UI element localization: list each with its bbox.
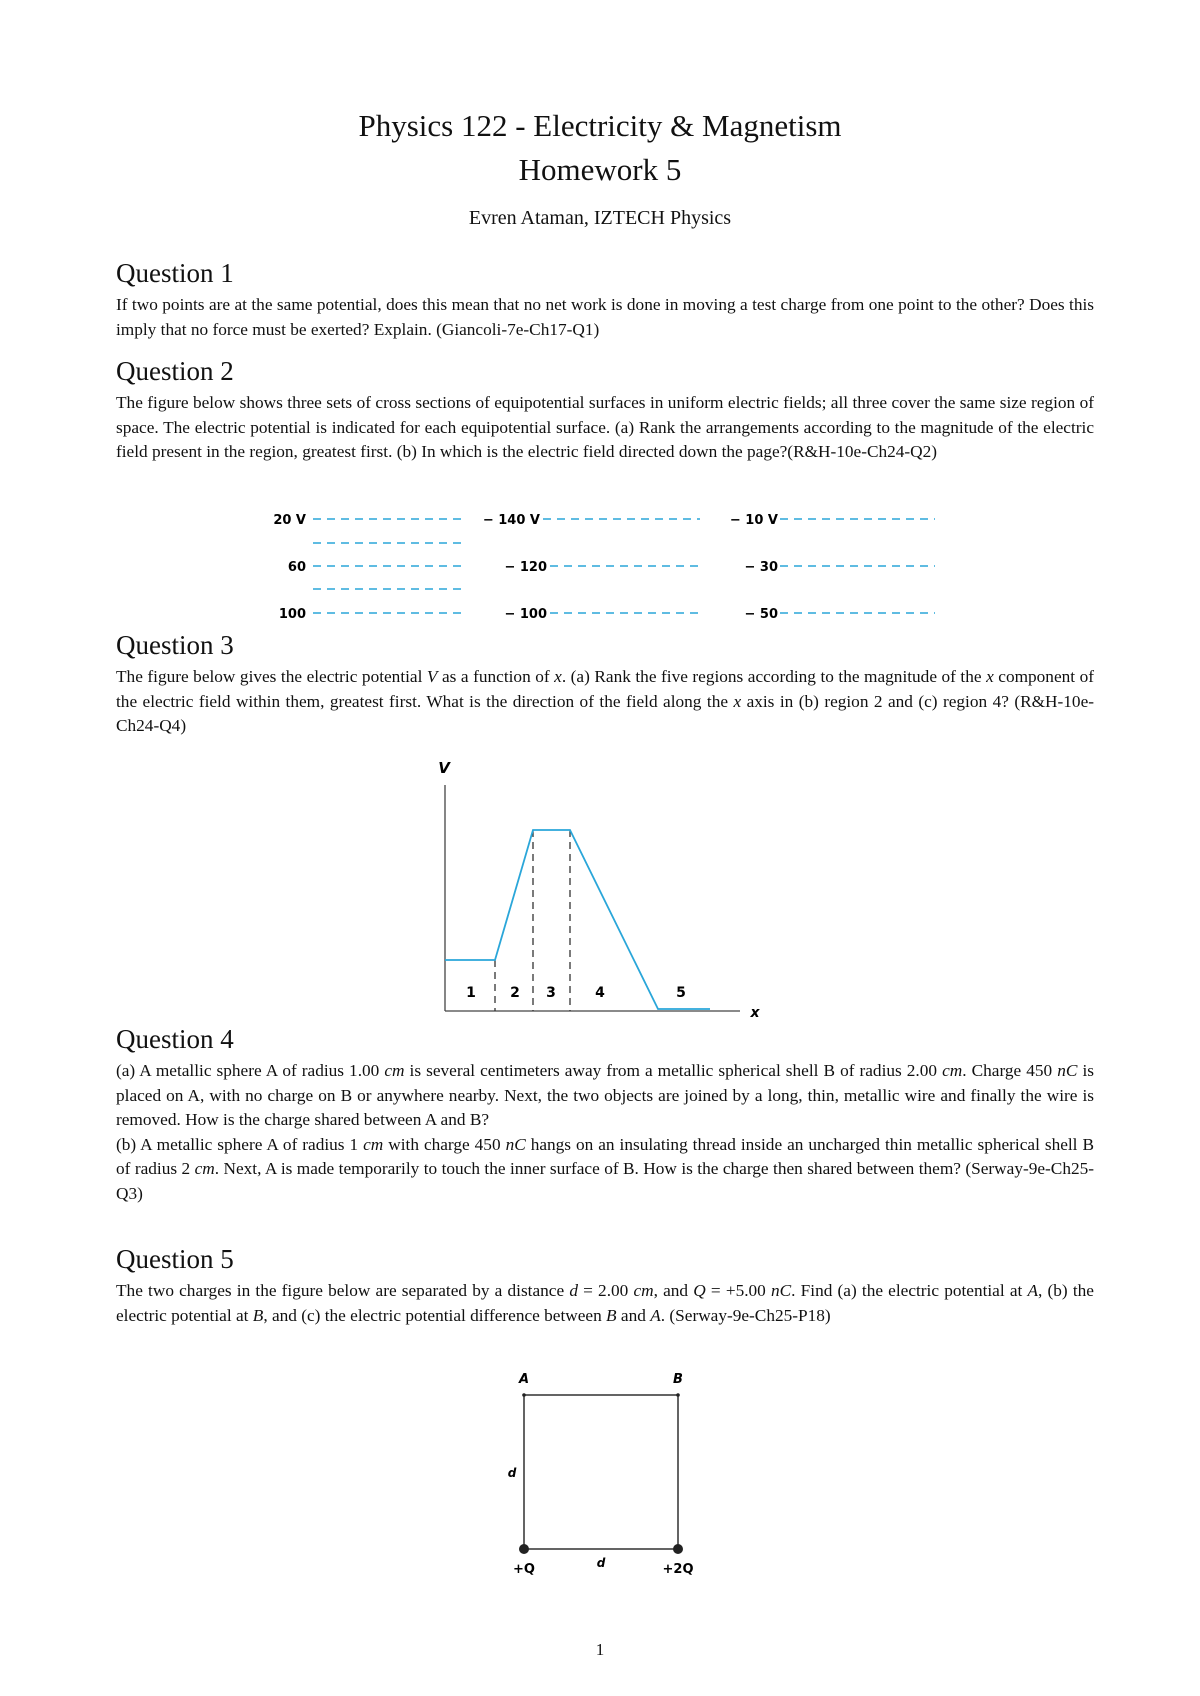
text-run: , and [653,1281,694,1300]
question-2-heading: Question 2 [116,356,234,386]
text-run: . Next, A is made temporarily to touch the inner surface of B. How is the charge then shared between them? (Serway-9e-Ch25-Q3) [116,1159,1094,1203]
unit: cm [194,1159,215,1178]
text-run: , (b) the electric potential at [116,1281,1094,1325]
corner-label-a: A [518,1372,530,1387]
unit: nC [505,1134,526,1154]
x-axis-label: x [750,1005,760,1021]
math-var: x [733,691,742,711]
math-var: d [569,1281,578,1300]
question-2-text: The figure below shows three sets of cross sections of equipotential surfaces in uniform electric fields; all three cover the same size region of space. The electric potential is indicated for each equipotential surface. (a) Rank the arrangements according to the magnitude of the electric field present in the region, greatest first. (b) In which is the electric field directed down the page?(R&H-10e-Ch24-Q2) [116,393,1094,461]
text-run: hangs on an insulating thread inside an uncharged thin metallic spherical shell B of radius 2 [116,1134,1094,1178]
set3-label: − 10 V [729,513,778,528]
question-4-text [116,1059,1094,1206]
potential-graph [420,755,780,1025]
set1-label: 20 V [273,513,306,528]
math-var: x [554,667,562,686]
unit: cm [942,1061,963,1080]
text-run: (a) A metallic sphere A of radius 1.00 [116,1061,385,1080]
region-label: 5 [676,985,686,1001]
question-4a [116,1059,1094,1133]
unit: cm [633,1281,654,1300]
question-3-heading: Question 3 [116,630,234,660]
text-run: axis in (b) region 2 and (c) region 4? (R&H-10e-Ch24-Q4) [116,691,1094,735]
region-label: 1 [466,985,476,1001]
text-run: is placed on A, with no charge on B or anywhere nearby. Next, the two objects are joined by a long, thin, metallic wire and finally the wire is removed. How is the charge shared between A and B? [116,1061,1094,1129]
unit: nC [1057,1061,1078,1080]
set1-label: 100 [278,607,306,622]
corner-label-b: B [673,1372,683,1387]
math-var: B [606,1305,617,1325]
charge-2q-dot [673,1544,683,1554]
text-run: , and (c) the electric potential difference between [263,1305,607,1325]
unit: cm [363,1134,384,1154]
y-axis-label: V [438,759,450,777]
author-line: Evren Ataman, IZTECH Physics [468,207,732,229]
math-var: x [986,667,994,686]
question-5-text [116,1279,1094,1328]
text-run: (b) A metallic sphere A of radius 1 [116,1134,364,1154]
text-run: The two charges in the figure below are separated by a distance [116,1281,570,1300]
question-4-heading: Question 4 [116,1024,234,1054]
question-1-heading: Question 1 [116,258,234,288]
text-run: . Charge 450 [962,1061,1058,1080]
text-run: = 2.00 [577,1281,634,1300]
point-a [522,1393,526,1397]
unit: nC [771,1281,792,1300]
text-run: and [616,1305,651,1325]
charges-square-figure [490,1365,710,1585]
question-4b [116,1133,1094,1207]
text-run: component of the electric field within them, greatest first. What is the direction of the field along the [116,667,1094,711]
side-label-d: d [596,1556,606,1570]
text-run: . (a) Rank the five regions according to the magnitude of the [561,667,987,686]
math-var: A [1027,1281,1039,1300]
square-outline [524,1395,678,1549]
equipotential-lines [313,519,935,613]
text-run: The figure below gives the electric potential [116,667,427,686]
text-run: . (Serway-9e-Ch25-P18) [660,1305,831,1325]
potential-curve [445,830,710,1009]
set2-label: − 120 [504,560,547,575]
question-5-heading: Question 5 [116,1244,234,1274]
math-var: A [650,1305,661,1325]
set2-label: − 100 [504,607,547,622]
page-number: 1 [595,1640,605,1659]
charge-label-2q: +2Q [662,1562,694,1577]
text-run: . Find (a) the electric potential at [791,1281,1028,1300]
region-label: 2 [510,985,520,1001]
point-b [676,1393,680,1397]
math-var: B [252,1305,264,1325]
math-var: V [426,667,438,686]
set3-label: − 50 [744,607,778,622]
set2-label: − 140 V [482,513,540,528]
text-run: is several centimeters away from a metallic spherical shell B of radius 2.00 [404,1061,943,1080]
set1-label: 60 [287,560,306,575]
text-run: as a function of [437,667,555,686]
unit: cm [384,1061,405,1080]
math-var: Q [693,1281,706,1300]
document-subtitle: Homework 5 [518,152,682,187]
set3-label: − 30 [744,560,778,575]
question-1-text: If two points are at the same potential, does this mean that no net work is done in moving a test charge from one point to the other? Does this imply that no force must be exerted? Explain. (Giancoli-7e-Ch17-Q1) [116,295,1094,339]
document-title: Physics 122 - Electricity & Magnetism [358,108,842,143]
text-run: with charge 450 [383,1134,506,1154]
text-run: = +5.00 [705,1281,771,1300]
question-3-text [116,665,1094,739]
charge-q-dot [519,1544,529,1554]
side-label-d: d [507,1466,517,1480]
region-label: 4 [595,985,605,1001]
region-label: 3 [546,985,556,1001]
charge-label-q: +Q [513,1562,535,1577]
equipotential-figure [240,500,940,630]
